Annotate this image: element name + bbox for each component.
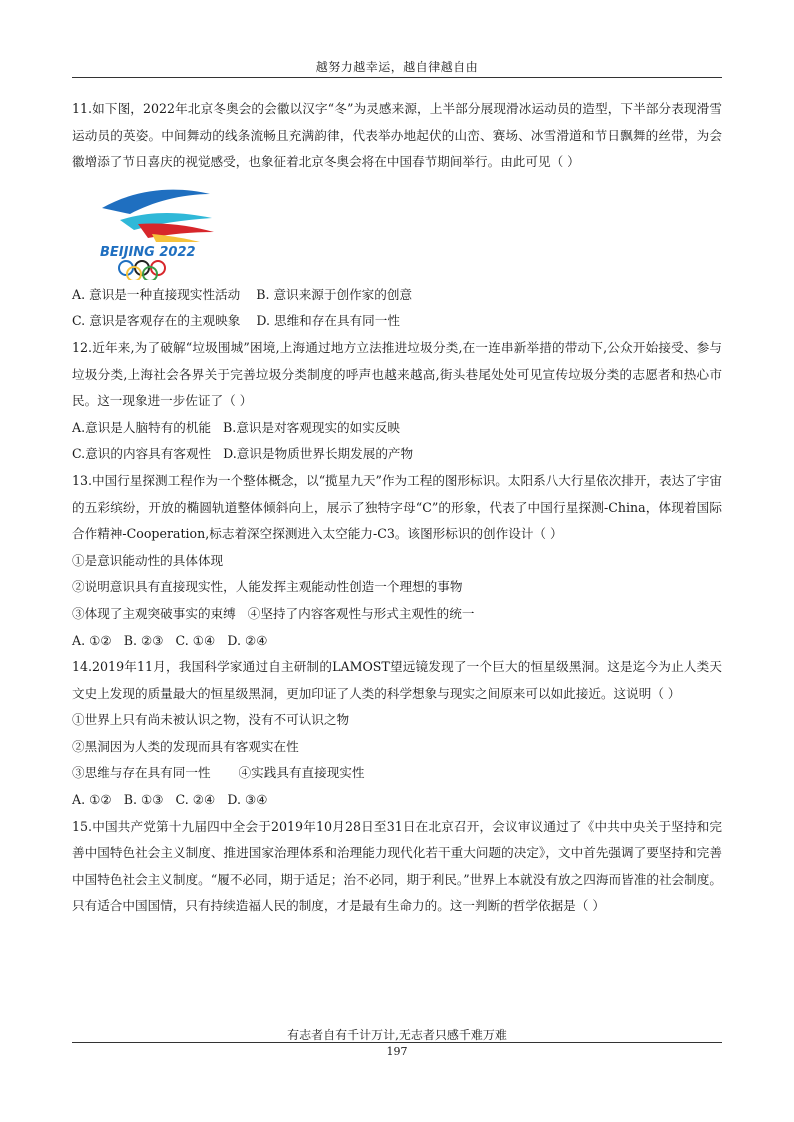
header-divider xyxy=(72,77,722,78)
q12-option-cd: C.意识的内容具有客观性 D.意识是物质世界长期发展的产物 xyxy=(72,446,414,462)
q15-stem: 15.中国共产党第十九届四中全会于2019年10月28日至31日在北京召开，会议审议通过了《中共中央关于坚持和完善中国特色社会主义制度、推进国家治理体系和治理能力现代化若干重大问题的决定》，文中首先强调了要坚持和完善中国特色社会主义制度。“履不必同，期于适足；治不必同，期于利民。”世界上本就没有放之四海而皆准的社会制度。只有适合中国国情，只有持续造福人民的制度，才是最有生命力的。这一判断的哲学依据是（ ） xyxy=(72,818,722,914)
beijing-2022-logo xyxy=(82,180,242,280)
q13-item-2: ②说明意识具有直接现实性，人能发挥主观能动性创造一个理想的事物 xyxy=(72,579,463,595)
logo-stroke-red xyxy=(138,223,214,238)
q11-option-ab: A. 意识是一种直接现实性活动 B. 意识来源于创作家的创意 xyxy=(72,286,413,302)
logo-stroke-blue xyxy=(102,189,210,213)
q13-item-3-4: ③体现了主观突破事实的束缚 ④坚持了内容客观性与形式主观性的统一 xyxy=(72,605,475,621)
q12-option-ab: A.意识是人脑特有的机能 B.意识是对客观现实的如实反映 xyxy=(72,419,401,435)
q12-stem: 12.近年来,为了破解“垃圾围城”困境,上海通过地方立法推进垃圾分类,在一连串新举措的带动下,公众开始接受、参与垃圾分类,上海社会各界关于完善垃圾分类制度的呼声也越来越高,街头巷尾处处可见宣传垃圾分类的志愿者和热心市民。这一现象进一步佐证了（ ） xyxy=(72,339,722,409)
q14-item-2: ②黑洞因为人类的发现而具有客观实在性 xyxy=(72,738,299,754)
footer-divider xyxy=(72,1042,722,1043)
header-motto: 越努力越幸运，越自律越自由 xyxy=(315,60,479,74)
logo-text: BEIJING 2022 xyxy=(100,244,196,260)
footer-motto: 有志者自有千计万计,无志者只感千难万难 xyxy=(287,1028,507,1042)
q14-item-1: ①世界上只有尚未被认识之物，没有不可认识之物 xyxy=(72,712,350,728)
question-content xyxy=(72,96,722,920)
q14-item-3-4: ③思维与存在具有同一性 ④实践具有直接现实性 xyxy=(72,765,365,781)
q14-options: A. ①② B. ①③ C. ②④ D. ③④ xyxy=(72,792,268,808)
q11-stem: 11.如下图，2022年北京冬奥会的会徽以汉字“冬”为灵感来源，上半部分展现滑冰运动员的造型，下半部分表现滑雪运动员的英姿。中间舞动的线条流畅且充满韵律，代表举办地起伏的山峦、赛场、冰雪滑道和节日飘舞的丝带，为会徽增添了节日喜庆的视觉感受，也象征着北京冬奥会将在中国春节期间举行。由此可见（ ） xyxy=(72,101,722,170)
q13-options: A. ①② B. ②③ C. ①④ D. ②④ xyxy=(72,632,268,648)
q14-stem: 14.2019年11月，我国科学家通过自主研制的LAMOST望远镜发现了一个巨大的恒星级黑洞。这是迄今为止人类天文史上发现的质量最大的恒星级黑洞，更加印证了人类的科学想象与现实之间原来可以如此接近。这说明（ ） xyxy=(72,659,722,701)
q13-stem: 13.中国行星探测工程作为一个整体概念，以“揽星九天”作为工程的图形标识。太阳系八大行星依次排开，表达了宇宙的五彩缤纷，开放的椭圆轨道整体倾斜向上，展示了独特字母“C”的形象，代表了中国行星探测-China，体现着国际合作精神-Cooperation,标志着深空探测进入太空能力-C3。该图形标识的创作设计（ ） xyxy=(72,472,722,542)
q13-item-1: ①是意识能动性的具体体现 xyxy=(72,552,224,568)
q11-option-cd: C. 意识是客观存在的主观映象 D. 思维和存在具有同一性 xyxy=(72,313,400,329)
page-number: 197 xyxy=(386,1045,408,1058)
logo-stroke-yellow xyxy=(152,234,200,242)
